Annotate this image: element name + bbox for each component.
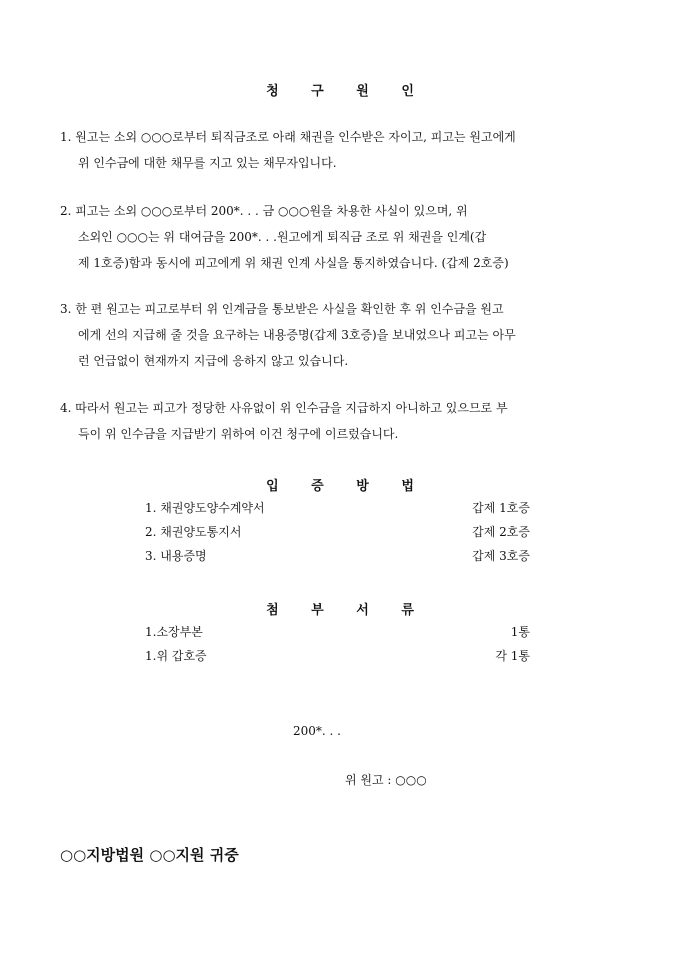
paragraph-4	[60, 395, 620, 447]
evidence-name: 3. 내용증명	[145, 549, 207, 563]
attachment-row	[145, 621, 530, 643]
paragraph-line: 에게 선의 지급해 줄 것을 요구하는 내용증명(갑제 3호증)을 보내었으나 피고는 아무	[78, 328, 516, 342]
paragraph-line: 소외인 ○○○는 위 대여금을 200*. . .원고에게 퇴직금 조로 위 채권을 인계(갑	[78, 230, 487, 244]
filing-date: 200*. . .	[293, 724, 341, 738]
evidence-code: 갑제 3호증	[472, 549, 530, 563]
paragraph-line: 런 언급없이 현재까지 지급에 응하지 않고 있습니다.	[78, 354, 349, 368]
evidence-row	[145, 521, 530, 543]
paragraph-line: 2. 피고는 소외 ○○○로부터 200*. . . 금 ○○○원을 차용한 사실이 있으며, 위	[60, 204, 468, 218]
paragraph-line: 4. 따라서 원고는 피고가 정당한 사유없이 위 인수금을 지급하지 아니하고 있으므로 부	[60, 401, 508, 415]
paragraph-3	[60, 296, 620, 374]
evidence-title: 입 증 방 법	[266, 479, 428, 494]
evidence-row	[145, 497, 530, 519]
attachment-name: 1.위 갑호증	[145, 649, 207, 663]
paragraph-line: 위 인수금에 대한 채무를 지고 있는 채무자입니다.	[78, 156, 337, 170]
paragraph-line: 제 1호증)함과 동시에 피고에게 위 채권 인계 사실을 통지하였습니다. (갑제 2호증)	[78, 256, 509, 270]
attachments-title: 첨 부 서 류	[266, 603, 428, 618]
attachment-name: 1.소장부본	[145, 625, 203, 639]
evidence-code: 갑제 2호증	[472, 525, 530, 539]
evidence-name: 1. 채권양도양수계약서	[145, 501, 265, 515]
attachment-row	[145, 645, 530, 667]
claim-cause-title: 청 구 원 인	[266, 84, 428, 99]
attachment-qty: 1통	[510, 625, 530, 639]
plaintiff-signature: 위 원고 : ○○○	[345, 773, 427, 787]
paragraph-line: 3. 한 편 원고는 피고로부터 위 인계금을 통보받은 사실을 확인한 후 위 인수금을 원고	[60, 302, 504, 316]
paragraph-line: 득이 위 인수금을 지급받기 위하여 이건 청구에 이르렀습니다.	[78, 427, 399, 441]
evidence-row	[145, 545, 530, 567]
paragraph-1	[60, 124, 620, 176]
court-addressee: ○○지방법원 ○○지원 귀중	[60, 846, 239, 864]
evidence-code: 갑제 1호증	[472, 501, 530, 515]
paragraph-line: 1. 원고는 소외 ○○○로부터 퇴직금조로 아래 채권을 인수받은 자이고, 피고는 원고에게	[60, 130, 516, 144]
paragraph-2	[60, 198, 620, 276]
attachment-qty: 각 1통	[495, 649, 530, 663]
evidence-name: 2. 채권양도통지서	[145, 525, 242, 539]
